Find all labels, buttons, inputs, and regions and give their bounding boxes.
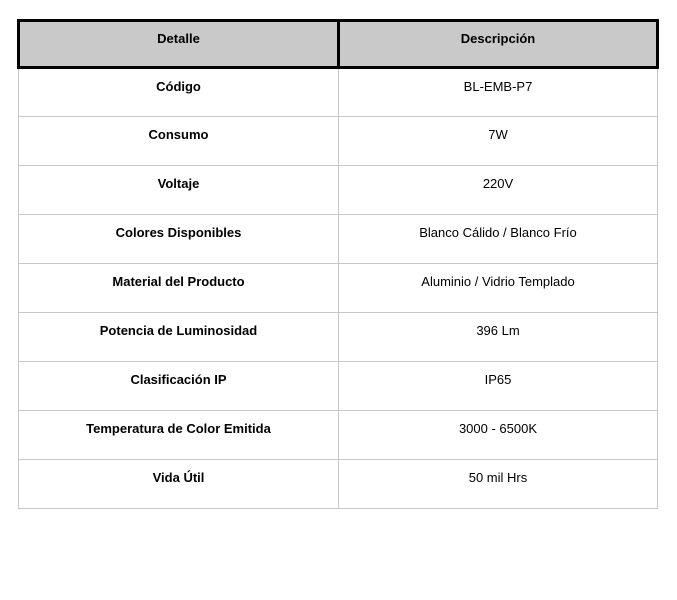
row-value-text: 50 mil Hrs xyxy=(468,470,528,485)
row-value-text: 396 Lm xyxy=(476,323,520,338)
row-label xyxy=(19,264,339,313)
row-value xyxy=(339,264,658,313)
header-description-label: Descripción xyxy=(460,31,536,46)
row-value-text: IP65 xyxy=(484,372,512,387)
row-label xyxy=(19,313,339,362)
row-label-text: Código xyxy=(156,79,201,94)
header-description xyxy=(339,21,658,68)
row-label-text: Potencia de Luminosidad xyxy=(99,323,258,338)
row-label-text: Vida Útil xyxy=(152,470,205,485)
table-row xyxy=(19,411,658,460)
table-row xyxy=(19,117,658,166)
row-label xyxy=(19,411,339,460)
product-spec-table xyxy=(17,19,659,509)
table-row xyxy=(19,166,658,215)
row-label xyxy=(19,215,339,264)
row-value-text: 3000 - 6500K xyxy=(458,421,538,436)
table-row xyxy=(19,215,658,264)
row-value-text: 220V xyxy=(482,176,514,191)
row-label-text: Temperatura de Color Emitida xyxy=(86,421,271,436)
table-row xyxy=(19,264,658,313)
row-label xyxy=(19,460,339,509)
row-value xyxy=(339,117,658,166)
table-row xyxy=(19,313,658,362)
row-label-text: Consumo xyxy=(148,127,209,142)
row-value xyxy=(339,460,658,509)
header-detail-label: Detalle xyxy=(157,31,200,46)
row-label-text: Colores Disponibles xyxy=(115,225,242,240)
table-header-row xyxy=(19,21,658,68)
table-row xyxy=(19,362,658,411)
row-value xyxy=(339,313,658,362)
row-value xyxy=(339,411,658,460)
header-detail xyxy=(19,21,339,68)
row-label-text: Material del Producto xyxy=(112,274,245,289)
row-label xyxy=(19,362,339,411)
row-value-text: 7W xyxy=(488,127,508,142)
row-value xyxy=(339,68,658,117)
row-value xyxy=(339,166,658,215)
row-value-text: Blanco Cálido / Blanco Frío xyxy=(419,225,577,240)
table-row xyxy=(19,460,658,509)
row-label xyxy=(19,68,339,117)
row-label-text: Voltaje xyxy=(157,176,200,191)
row-label xyxy=(19,117,339,166)
row-label xyxy=(19,166,339,215)
row-value xyxy=(339,215,658,264)
row-value-text: Aluminio / Vidrio Templado xyxy=(421,274,575,289)
row-value xyxy=(339,362,658,411)
row-label-text: Clasificación IP xyxy=(130,372,227,387)
row-value-text: BL-EMB-P7 xyxy=(463,79,533,94)
table-row xyxy=(19,68,658,117)
